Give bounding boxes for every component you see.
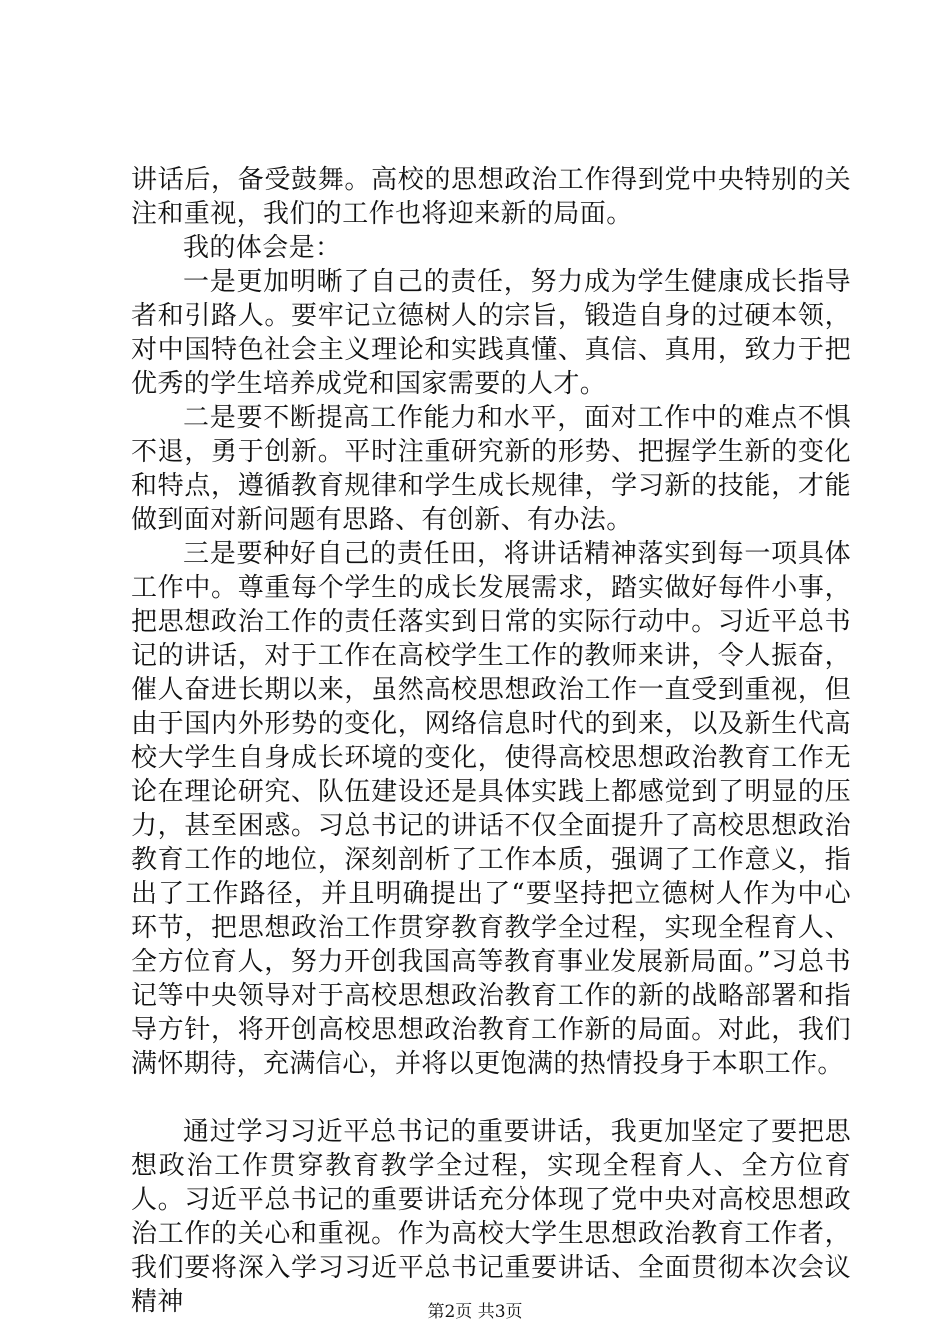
paragraph-intro: 我的体会是： — [183, 233, 342, 263]
paragraph-conclusion: 通过学习习近平总书记的重要讲话，我更加坚定了要把思想政治工作贯穿教育教学全过程，实现全程育人、全方位育人。习近平总书记的重要讲话充分体现了党中央对高校思想政治工作的关心和重视。作为高校大学生思想政治教育工作者，我们要将深入学习习近平总书记重要讲话、全面贯彻本次会议精神 — [131, 1117, 851, 1317]
paragraph-continuation: 讲话后，备受鼓舞。高校的思想政治工作得到党中央特别的关注和重视，我们的工作也将迎来新的局面。 — [131, 165, 851, 229]
paragraph-point-three: 三是要种好自己的责任田，将讲话精神落实到每一项具体工作中。尊重每个学生的成长发展需求，踏实做好每件小事，把思想政治工作的责任落实到日常的实际行动中。习近平总书记的讲话，对于工作在高校学生工作的教师来讲，令人振奋，催人奋进长期以来，虽然高校思想政治工作一直受到重视，但由于国内外形势的变化，网络信息时代的到来，以及新生代高校大学生自身成长环境的变化，使得高校思想政治教育工作无论在理论研究、队伍建设还是具体实践上都感觉到了明显的压力，甚至困惑。习总书记的讲话不仅全面提升了高校思想政治教育工作的地位，深刻剖析了工作本质，强调了工作意义，指出了工作路径，并且明确提出了“要坚持把立德树人作为中心环节，把思想政治工作贯穿教育教学全过程，实现全程育人、全方位育人，努力开创我国高等教育事业发展新局面。”习总书记等中央领导对于高校思想政治教育工作的新的战略部署和指导方针，将开创高校思想政治教育工作新的局面。对此，我们满怀期待，充满信心，并将以更饱满的热情投身于本职工作。 — [131, 539, 851, 1079]
page-number-footer: 第2页 共3页 — [427, 1302, 523, 1322]
paragraph-gap — [131, 1081, 851, 1115]
document-body — [131, 163, 851, 1319]
paragraph-point-two: 二是要不断提高工作能力和水平，面对工作中的难点不惧不退，勇于创新。平时注重研究新的形势、把握学生新的变化和特点，遵循教育规律和学生成长规律，学习新的技能，才能做到面对新问题有思路、有创新、有办法。 — [131, 403, 851, 535]
paragraph-point-one: 一是更加明晰了自己的责任，努力成为学生健康成长指导者和引路人。要牢记立德树人的宗旨，锻造自身的过硬本领，对中国特色社会主义理论和实践真懂、真信、真用，致力于把优秀的学生培养成党和国家需要的人才。 — [131, 267, 851, 399]
